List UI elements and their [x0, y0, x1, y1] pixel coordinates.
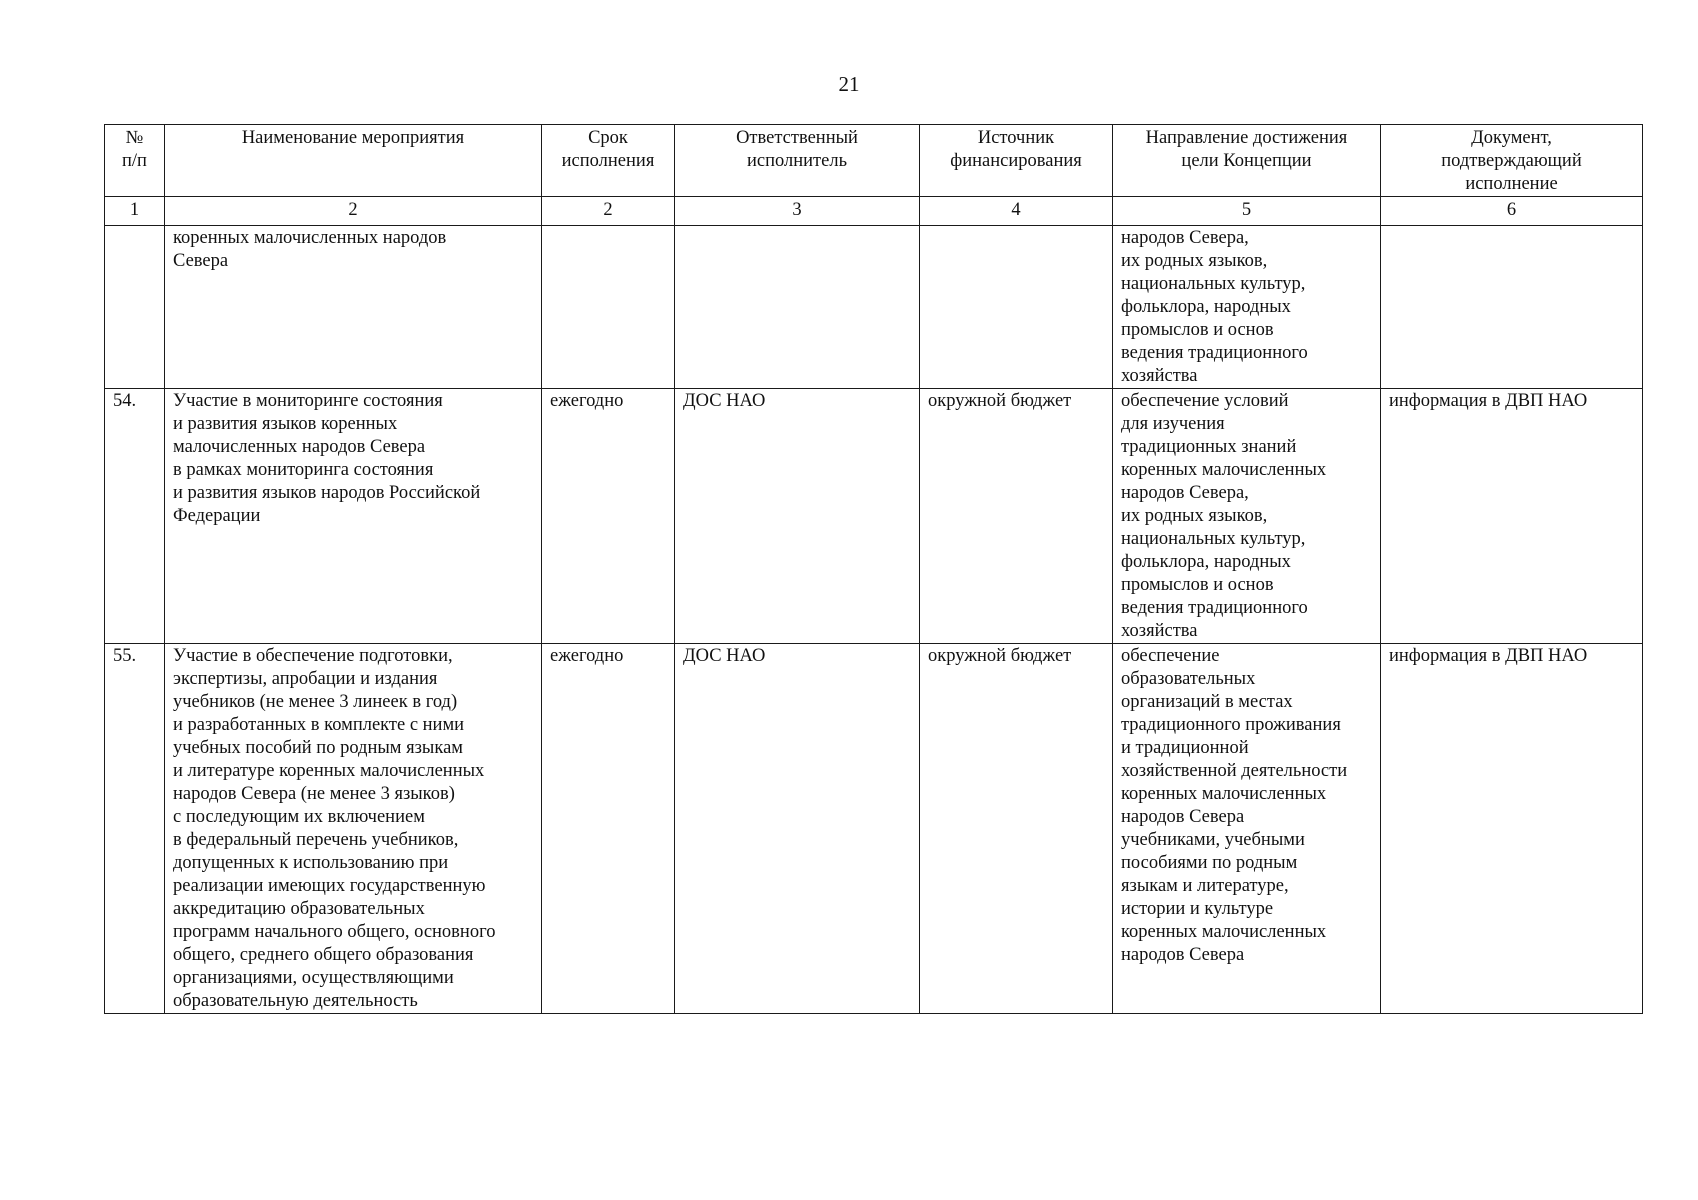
- header-row: [105, 125, 1643, 197]
- column-number: 3: [675, 197, 920, 226]
- measure-name-cell: коренных малочисленных народов Севера: [165, 226, 542, 389]
- measure-name-cell: Участие в обеспечение подготовки, экспертизы, апробации и издания учебников (не менее 3 линеек в год) и разработанных в комплекте с ними учебных пособий по родным языкам и литературе коренных малочисленных народов Севера (не менее 3 языков) с последующим их включением в федеральный перечень учебников, допущенных к использованию при реализации имеющих государственную аккредитацию образовательных программ начального общего, основного общего, среднего общего образования организациями, осуществляющими образовательную деятельность: [165, 644, 542, 1014]
- table-row: [105, 226, 1643, 389]
- measure-name-cell: Участие в мониторинге состояния и развития языков коренных малочисленных народов Севера в рамках мониторинга состояния и развития языков народов Российской Федерации: [165, 389, 542, 644]
- header-cell-name: Наименование мероприятия: [165, 125, 542, 197]
- header-cell-number: № п/п: [105, 125, 165, 197]
- column-number: 2: [542, 197, 675, 226]
- column-number: 4: [920, 197, 1113, 226]
- column-number: 5: [1113, 197, 1381, 226]
- executor-cell: [675, 226, 920, 389]
- header-cell-document: Документ, подтверждающий исполнение: [1381, 125, 1643, 197]
- page-number: 21: [838, 72, 860, 96]
- header-cell-executor: Ответственный исполнитель: [675, 125, 920, 197]
- header-cell-funding: Источник финансирования: [920, 125, 1113, 197]
- row-number-cell: 54.: [105, 389, 165, 644]
- direction-cell: обеспечение образовательных организаций в местах традиционного проживания и традиционной хозяйственной деятельности коренных малочисленных народов Севера учебниками, учебными пособиями по родным языкам и литературе, истории и культуре коренных малочисленных народов Севера: [1113, 644, 1381, 1014]
- direction-cell: обеспечение условий для изучения традиционных знаний коренных малочисленных народов Севера, их родных языков, национальных культур, фольклора, народных промыслов и основ ведения традиционного хозяйства: [1113, 389, 1381, 644]
- table-row: [105, 644, 1643, 1014]
- column-numbering-row: [105, 197, 1643, 226]
- document-cell: [1381, 226, 1643, 389]
- column-number: 6: [1381, 197, 1643, 226]
- executor-cell: ДОС НАО: [675, 389, 920, 644]
- column-number: 2: [165, 197, 542, 226]
- term-cell: [542, 226, 675, 389]
- direction-cell: народов Севера, их родных языков, национальных культур, фольклора, народных промыслов и основ ведения традиционного хозяйства: [1113, 226, 1381, 389]
- document-cell: информация в ДВП НАО: [1381, 644, 1643, 1014]
- funding-cell: окружной бюджет: [920, 644, 1113, 1014]
- row-number-cell: 55.: [105, 644, 165, 1014]
- funding-cell: [920, 226, 1113, 389]
- row-number-cell: [105, 226, 165, 389]
- header-cell-direction: Направление достижения цели Концепции: [1113, 125, 1381, 197]
- measures-table: [104, 124, 1643, 1014]
- document-cell: информация в ДВП НАО: [1381, 389, 1643, 644]
- term-cell: ежегодно: [542, 389, 675, 644]
- executor-cell: ДОС НАО: [675, 644, 920, 1014]
- funding-cell: окружной бюджет: [920, 389, 1113, 644]
- header-cell-term: Срок исполнения: [542, 125, 675, 197]
- column-number: 1: [105, 197, 165, 226]
- term-cell: ежегодно: [542, 644, 675, 1014]
- table-row: [105, 389, 1643, 644]
